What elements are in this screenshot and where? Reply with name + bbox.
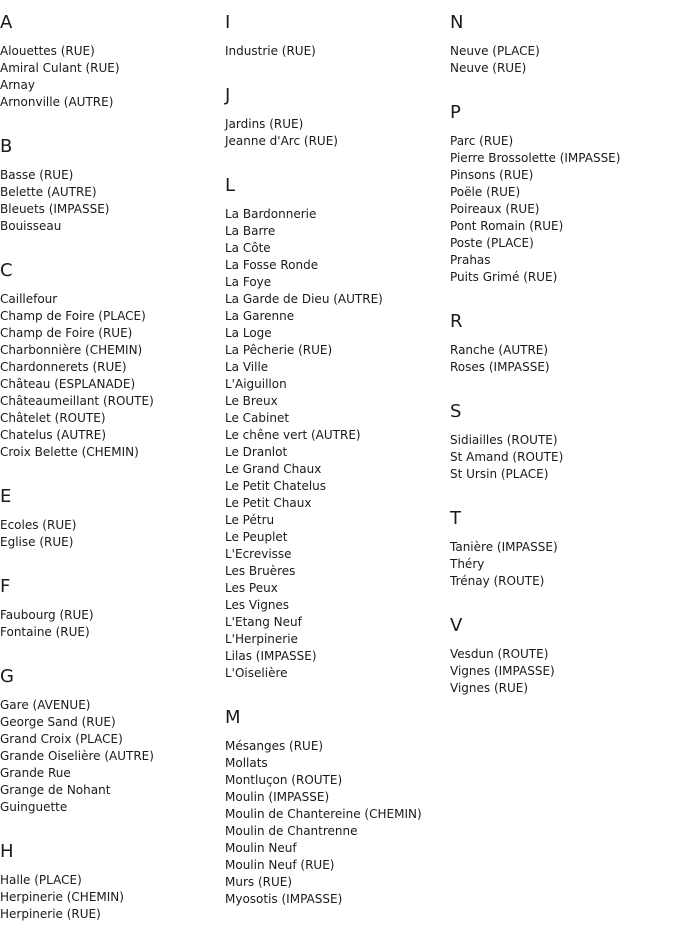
street-list bbox=[0, 697, 154, 816]
street-name-item: Le Petit Chatelus bbox=[225, 479, 327, 493]
section-letter-heading: G bbox=[0, 666, 14, 687]
street-name-item: Alouettes (RUE) bbox=[0, 44, 95, 58]
street-name-item: La Pêcherie (RUE) bbox=[225, 343, 333, 357]
street-name-item: Moulin (IMPASSE) bbox=[225, 790, 330, 804]
street-name-item: St Ursin (PLACE) bbox=[450, 467, 549, 481]
street-name-item: Murs (RUE) bbox=[225, 875, 293, 889]
street-name-item: Myosotis (IMPASSE) bbox=[225, 892, 343, 906]
street-name-item: Poste (PLACE) bbox=[450, 236, 534, 250]
street-name-item: Châteaumeillant (ROUTE) bbox=[0, 394, 154, 408]
street-name-item: Moulin de Chantrenne bbox=[225, 824, 358, 838]
street-list bbox=[450, 342, 550, 376]
street-name-item: Moulin de Chantereine (CHEMIN) bbox=[225, 807, 422, 821]
street-name-item: Chardonnerets (RUE) bbox=[0, 360, 127, 374]
street-list bbox=[450, 432, 563, 483]
section-letter-heading: M bbox=[225, 707, 241, 728]
street-list bbox=[225, 43, 316, 60]
street-list bbox=[450, 646, 555, 697]
street-name-item: Grande Rue bbox=[0, 766, 71, 780]
street-name-item: La Garde de Dieu (AUTRE) bbox=[225, 292, 383, 306]
street-name-item: Théry bbox=[450, 557, 485, 571]
street-name-item: Les Peux bbox=[225, 581, 278, 595]
street-name-item: Le Peuplet bbox=[225, 530, 288, 544]
street-name-item: L'Ecrevisse bbox=[225, 547, 292, 561]
street-name-item: Puits Grimé (RUE) bbox=[450, 270, 558, 284]
street-name-item: Le Pétru bbox=[225, 513, 275, 527]
street-name-item: Grand Croix (PLACE) bbox=[0, 732, 123, 746]
street-name-item: Neuve (RUE) bbox=[450, 61, 527, 75]
street-name-item: Le Cabinet bbox=[225, 411, 290, 425]
street-name-item: Le Breux bbox=[225, 394, 278, 408]
street-name-item: Fontaine (RUE) bbox=[0, 625, 90, 639]
street-name-item: La Fosse Ronde bbox=[225, 258, 319, 272]
section-letter-heading: I bbox=[225, 12, 231, 33]
street-name-item: Mollats bbox=[225, 756, 268, 770]
street-name-item: Herpinerie (RUE) bbox=[0, 907, 101, 921]
section-letter-heading: V bbox=[450, 615, 463, 636]
street-name-item: Ranche (AUTRE) bbox=[450, 343, 549, 357]
street-name-item: Grande Oiselière (AUTRE) bbox=[0, 749, 154, 763]
street-list bbox=[0, 872, 124, 923]
street-name-item: Ecoles (RUE) bbox=[0, 518, 77, 532]
street-name-item: Poireaux (RUE) bbox=[450, 202, 540, 216]
street-name-item: Les Vignes bbox=[225, 598, 290, 612]
street-name-item: Lilas (IMPASSE) bbox=[225, 649, 317, 663]
street-name-item: Gare (AVENUE) bbox=[0, 698, 91, 712]
street-name-item: Parc (RUE) bbox=[450, 134, 514, 148]
street-name-item: Vesdun (ROUTE) bbox=[450, 647, 549, 661]
street-list bbox=[225, 738, 422, 908]
section-letter-heading: C bbox=[0, 260, 13, 281]
street-name-item: Le chêne vert (AUTRE) bbox=[225, 428, 361, 442]
street-name-item: Le Petit Chaux bbox=[225, 496, 312, 510]
street-name-item: Châtelet (ROUTE) bbox=[0, 411, 106, 425]
street-name-item: Pierre Brossolette (IMPASSE) bbox=[450, 151, 621, 165]
street-list bbox=[225, 116, 338, 150]
street-name-item: Tanière (IMPASSE) bbox=[450, 540, 558, 554]
street-list bbox=[0, 607, 94, 641]
street-name-item: Poële (RUE) bbox=[450, 185, 521, 199]
street-list bbox=[0, 291, 154, 461]
street-name-item: La Foye bbox=[225, 275, 272, 289]
street-name-item: La Ville bbox=[225, 360, 269, 374]
street-name-item: Grange de Nohant bbox=[0, 783, 111, 797]
street-list bbox=[0, 167, 109, 235]
street-name-item: Roses (IMPASSE) bbox=[450, 360, 550, 374]
street-name-item: Trénay (ROUTE) bbox=[450, 574, 545, 588]
section-letter-heading: T bbox=[450, 508, 461, 529]
street-name-item: Mésanges (RUE) bbox=[225, 739, 324, 753]
street-name-item: Moulin Neuf bbox=[225, 841, 297, 855]
street-name-item: Neuve (PLACE) bbox=[450, 44, 540, 58]
street-list bbox=[450, 43, 540, 77]
street-name-item: Eglise (RUE) bbox=[0, 535, 74, 549]
street-name-item: Halle (PLACE) bbox=[0, 873, 82, 887]
street-name-item: Jardins (RUE) bbox=[225, 117, 304, 131]
street-name-item: Bouisseau bbox=[0, 219, 62, 233]
section-letter-heading: N bbox=[450, 12, 464, 33]
street-name-item: Chatelus (AUTRE) bbox=[0, 428, 107, 442]
street-name-item: Bleuets (IMPASSE) bbox=[0, 202, 110, 216]
street-name-item: Le Dranlot bbox=[225, 445, 288, 459]
section-letter-heading: H bbox=[0, 841, 14, 862]
street-name-item: La Loge bbox=[225, 326, 272, 340]
section-letter-heading: J bbox=[225, 85, 231, 106]
street-name-item: Vignes (IMPASSE) bbox=[450, 664, 555, 678]
street-name-item: La Barre bbox=[225, 224, 276, 238]
street-name-item: L'Etang Neuf bbox=[225, 615, 302, 629]
section-letter-heading: F bbox=[0, 576, 11, 597]
street-list bbox=[225, 206, 383, 682]
street-name-item: Moulin Neuf (RUE) bbox=[225, 858, 335, 872]
section-letter-heading: B bbox=[0, 136, 13, 157]
street-name-item: L'Oiselière bbox=[225, 666, 288, 680]
street-name-item: Le Grand Chaux bbox=[225, 462, 322, 476]
street-name-item: St Amand (ROUTE) bbox=[450, 450, 564, 464]
street-name-item: Basse (RUE) bbox=[0, 168, 74, 182]
section-letter-heading: A bbox=[0, 12, 13, 33]
section-letter-heading: E bbox=[0, 486, 12, 507]
street-list bbox=[450, 133, 620, 286]
street-name-item: L'Aiguillon bbox=[225, 377, 287, 391]
street-name-item: Pinsons (RUE) bbox=[450, 168, 534, 182]
section-letter-heading: S bbox=[450, 401, 462, 422]
street-name-item: Sidiailles (ROUTE) bbox=[450, 433, 558, 447]
street-name-item: Arnonville (AUTRE) bbox=[0, 95, 114, 109]
street-name-item: Belette (AUTRE) bbox=[0, 185, 97, 199]
street-name-item: Arnay bbox=[0, 78, 35, 92]
street-name-item: Jeanne d'Arc (RUE) bbox=[225, 134, 338, 148]
street-name-item: Charbonnière (CHEMIN) bbox=[0, 343, 143, 357]
section-letter-heading: P bbox=[450, 102, 461, 123]
street-list bbox=[450, 539, 558, 590]
street-name-item: Herpinerie (CHEMIN) bbox=[0, 890, 124, 904]
street-name-item: Champ de Foire (RUE) bbox=[0, 326, 133, 340]
street-name-item: La Côte bbox=[225, 241, 271, 255]
street-name-item: Vignes (RUE) bbox=[450, 681, 529, 695]
street-list bbox=[0, 517, 76, 551]
street-name-item: Prahas bbox=[450, 253, 491, 267]
street-name-item: Champ de Foire (PLACE) bbox=[0, 309, 146, 323]
street-name-item: Château (ESPLANADE) bbox=[0, 377, 136, 391]
street-name-item: Amiral Culant (RUE) bbox=[0, 61, 120, 75]
section-letter-heading: R bbox=[450, 311, 463, 332]
street-name-item: Guinguette bbox=[0, 800, 68, 814]
street-name-item: La Bardonnerie bbox=[225, 207, 317, 221]
street-name-item: Caillefour bbox=[0, 292, 58, 306]
street-name-item: Faubourg (RUE) bbox=[0, 608, 94, 622]
street-list bbox=[0, 43, 120, 111]
street-name-item: La Garenne bbox=[225, 309, 295, 323]
street-name-item: George Sand (RUE) bbox=[0, 715, 116, 729]
street-name-item: L'Herpinerie bbox=[225, 632, 298, 646]
street-name-item: Industrie (RUE) bbox=[225, 44, 316, 58]
street-name-item: Montluçon (ROUTE) bbox=[225, 773, 343, 787]
street-name-item: Pont Romain (RUE) bbox=[450, 219, 564, 233]
street-name-item: Croix Belette (CHEMIN) bbox=[0, 445, 139, 459]
section-letter-heading: L bbox=[225, 175, 236, 196]
street-name-item: Les Bruères bbox=[225, 564, 296, 578]
